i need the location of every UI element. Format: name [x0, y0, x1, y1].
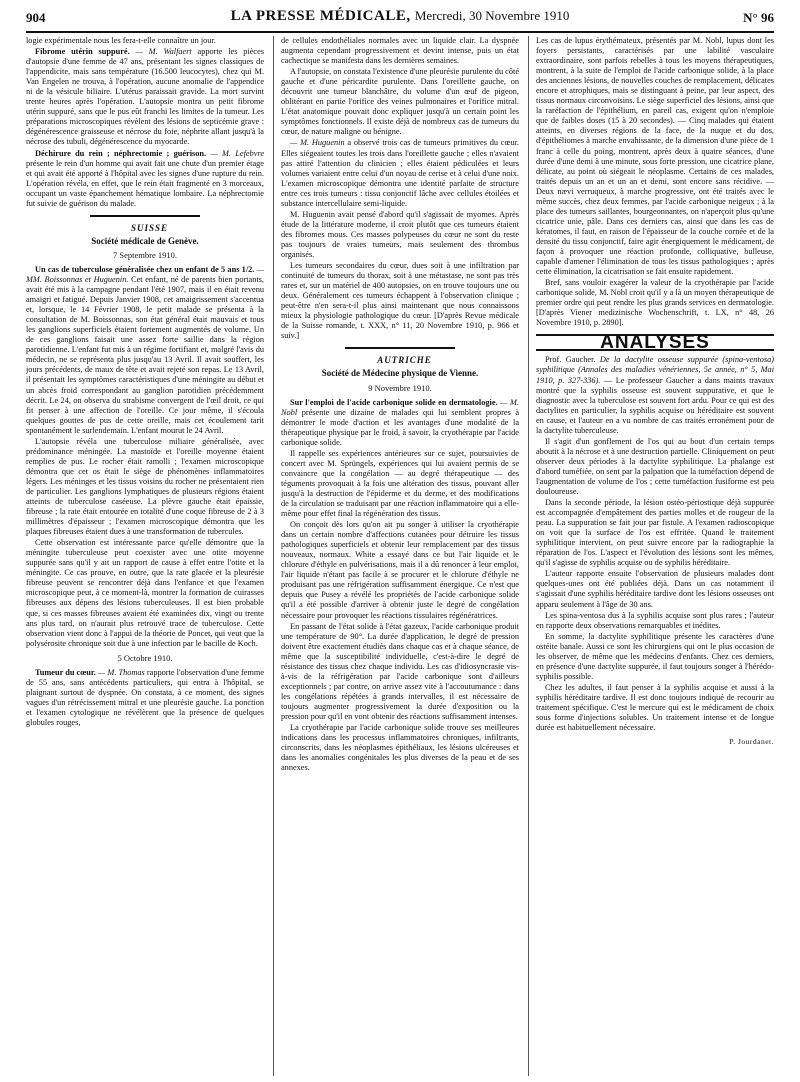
- article-text: présente une dizaine de malades qui lui semblent propres à démontrer le mode d'action et les avantages d'une modalité de la thérapeutique physique par le froid, à savoir, la cryothérapie par l'acide carbonique solide.: [281, 407, 519, 447]
- article-author: — M. Walfaert: [135, 47, 192, 57]
- article-title: Déchirure du rein ; néphrectomie ; guérison.: [35, 148, 207, 158]
- article-text: a observé trois cas de tumeurs primitives du cœur. Elles siégeaient toutes les trois dans l'oreillette gauche ; elles n'avaient pas attiré l'attention du clinicien ; elles étaient pédiculées et leurs volumes variaient entre celui d'un noyau de cerise et à celui d'une noix. L'examen microscopique démontra une identité parfaite de structure entre ces trois tumeurs : tissu conjonctif lâche avec cellules étoilées et substance intercellulaire semi-liquide.: [281, 138, 519, 208]
- analyses-heading: ANALYSES: [536, 334, 774, 351]
- article-tumeur: [26, 668, 264, 728]
- column-left: [26, 36, 264, 1076]
- paragraph: Il rappelle ses expériences antérieures sur ce sujet, poursuivies de concert avec M. Sprüngels, expériences qui lui avaient permis de se convaincre que la congélation — au degré thérapeutique — des téguments provoquait à la fois une altération des tissus, pouvant aller jusqu'à la destruction de l'épiderme et du derme, et des modifications de la circulation se traduisant par une réaction inflammatoire qui a elle-même pour effet final la régénération des tissus.: [281, 448, 519, 519]
- column-right: [536, 36, 774, 1076]
- paragraph: L'autopsie révéla une tuberculose miliaire généralisée, avec prédominance méningée. La mastoïde et l'oreille moyenne étaient remplies de pus. Le rocher était ramolli ; l'examen microscopique démontra que cet os était le siège de phénomènes inflammatoires légers. Les méninges et les tissus voisins du rocher ne présentaient rien de particulier. Les ganglions lymphatiques de plusieurs régions étaient atteints de tuberculose caséeuse. La plèvre gauche était épaissie, fibreuse ; la rate était entourée en totalité d'une coque fibreuse de 2 à 3 millimètres d'épaisseur ; l'examen microscopique démontra que les plaques fibreuses étaient dues à une transformation de tubercules.: [26, 436, 264, 537]
- journal-name: LA PRESSE MÉDICALE,: [230, 8, 411, 24]
- paragraph: Les spina-ventosa dus à la syphilis acquise sont plus rares ; l'auteur en rapporte deux observations remarquables et inédites.: [536, 610, 774, 630]
- issue-date: Mercredi, 30 Novembre 1910: [414, 8, 570, 23]
- article-author: — M. Thomas: [97, 667, 145, 677]
- article-title: Un cas de tuberculose généralisée chez un enfant de 5 ans 1/2.: [35, 264, 255, 274]
- reference: [D'après Viener medizinische Wochenschrift, t. LX, n° 48, 26 Novembre 1910, p. 2890].: [536, 308, 774, 328]
- meeting-date: 5 Octobre 1910.: [117, 652, 173, 663]
- meeting-date: 7 Septembre 1910.: [113, 249, 177, 260]
- article-title: Fibrome utérin suppuré.: [35, 47, 130, 57]
- society-heading: Société de Médecine physique de Vienne.: [321, 368, 479, 379]
- analysis-entry: [536, 355, 774, 435]
- paragraph-text: Les tumeurs secondaires du cœur, dues soit à une infiltration par continuité de tumeurs du thorax, soit à une métastase, ne sont pas très rares et, sur un matériel de 400 autopsies, on en trouve toujours une ou deux. Généralement ces tumeurs échappent à l'observation clinique ; peut-être n'en sera-t-il plus ainsi maintenant que nous connaissons mieux la physiologie pathologique du cœur.: [281, 261, 519, 321]
- paragraph: logie expérimentale nous les fera-t-elle connaître un jour.: [26, 36, 216, 45]
- paragraph: [536, 278, 774, 328]
- article-fibrome: [26, 47, 264, 147]
- page-header: [26, 8, 774, 30]
- article-tuberculose: [26, 265, 264, 436]
- analysis-reference: De la dactylite osseuse suppurée (spina-ventosa) syphilitique (Annales des maladies vénériennes, 5e année, n° 5, Mai 1910, p. 327-336).: [536, 355, 774, 385]
- article-dechirure: [26, 149, 264, 209]
- country-heading: SUISSE: [130, 222, 169, 233]
- paragraph: Chez les adultes, il faut penser à la syphilis acquise et aussi à la syphilis héréditaire tardive. Il est donc toujours indiqué de recourir au traitement spécifique. C'est le mercure qui est le médicament de choix sous forme d'injections solubles. Un traitement intense et de longue durée est habituellement nécessaire.: [536, 682, 774, 733]
- article-title: Tumeur du cœur.: [35, 667, 96, 677]
- article-author: — MM. Boissonnas et Huguenin.: [26, 264, 264, 284]
- paragraph: En passant de l'état solide à l'état gazeux, l'acide carbonique produit une température de 90°. La durée d'application, le degré de pression doivent être exactement étudiés dans chaque cas et à chaque séance, de même que la susceptibilité individuelle, c'est-à-dire le degré de résistance des tissus chez chaque individu. Les cas d'idiosyncrasie vis-à-vis de la réfrigération par l'acide carbonique sont d'ailleurs exceptionnels ; par contre, on arrive assez vite à l'accoutumance : dans les congélations répétées à grands intervalles, il est nécessaire de toujours augmenter progressivement la durée d'exposition ou la pression pour qu'il en vont obtenir des réactions suffisamment intenses.: [281, 621, 519, 721]
- paragraph: Il s'agit d'un gonflement de l'os qui au bout d'un certain temps aboutit à la nécrose et à une destruction partielle. Cliniquement on peut observer deux périodes à la dactylite syphilitique. La phalange est d'abord tuméfiée, on sent par la palpation que la tuméfaction dépend de l'augmentation de volume de l'os ; cette tuméfaction fusiforme est peu douloureuse.: [536, 436, 774, 497]
- article-text: apporte les pièces d'autopsie d'une femme de 47 ans, présentant les signes classiques de l'appendicite, mais sans température (16.500 leucocytes), chez qui M. Van Engelen ne trouva, à l'opération, aucune anomalie de l'appendice ni de la vésicule biliaire. L'utérus paraissait gravide. La mort survint trente heures après l'opération. L'autopsie montra un petit fibrome utérin suppuré, sans que le pus eût franchi les limites de la tumeur. Les préparations microscopiques révèlent des lésions de septicémie grave : dégénérescence graisseuse et nécrose du foie, néphrite allant jusqu'à la nécrose des tubuli, dégénérescence du myocarde.: [26, 47, 264, 147]
- page-number: 904: [26, 10, 46, 25]
- issue-number: N° 96: [743, 10, 774, 25]
- section-rule: [345, 347, 455, 349]
- article-title: Sur l'emploi de l'acide carbonique solide en dermatologie.: [290, 397, 498, 407]
- column-divider: [528, 36, 529, 1076]
- article-author: — M. Nobl: [281, 397, 519, 417]
- paragraph: A l'autopsie, on constata l'existence d'une pleurésie purulente du côté gauche et d'une péricardite purulente. Dans l'oreillette gauche, on découvrit une tumeur blanchâtre, du volume d'un œuf de pigeon, oblitérant en partie l'orifice des veines pulmonaires et l'orifice mitral. L'état anatomique pouvait donc expliquer jusqu'à un certain point les symptômes fonctionnels. Il existe déjà de nombreux cas de tumeurs du cœur, de nature maligne ou bénigne.: [281, 67, 519, 137]
- section-rule: [90, 215, 200, 217]
- article-cryotherapie: [281, 398, 519, 448]
- journal-title: [26, 8, 774, 25]
- society-heading: Société médicale de Genève.: [91, 235, 199, 246]
- analysis-text: — Le professeur Gaucher a dans maints travaux montré que la syphilis osseuse est souvent suppurative, et que le diagnostic avec la tuberculose est souvent fort ardu. Pour ce qui est des dactylites en particulier, la syphilis acquise ou héréditaire est souvent en cause, et l'auteur en a vu nombre de cas traités erronément pour de la dactylite tuberculeuse.: [536, 375, 774, 435]
- paragraph: [281, 261, 519, 341]
- article-author: — M. Lefebvre: [210, 148, 264, 158]
- meeting-date: 9 Novembre 1910.: [368, 382, 432, 393]
- column-middle: [281, 36, 519, 1076]
- article-text: rapporte l'observation d'une femme de 55 ans, sans antécédents particuliers, qui entra à l'hôpital, se plaignant surtout de dyspnée. On constata, à ce moment, des signes vagues d'un rétrécissement mitral et une pleurésie gauche. La ponction et l'examen cytologique ne révélèrent que la présence de quelques globules rouges,: [26, 667, 264, 727]
- country-heading: AUTRICHE: [377, 355, 432, 366]
- paragraph: de cellules endothéliales normales avec un liquide clair. La dyspnée augmenta cependant progressivement et devint intense, puis un état cachectique se manifesta dans les dernières semaines.: [281, 36, 519, 66]
- article-text: Cet enfant, né de parents bien portants, avait été mis à la campagne pendant l'été 1907, mais il en était revenu amaigri et fatigué. Depuis Janvier 1908, cet amaigrissement s'accentua et, lorsque, le 14 Février 1908, le petit malade se présenta à la consultation de M. Boissonnas, son état général était mauvais et tous les ganglions superficiels étaient fortement augmentés de volume. Un de ces ganglions faisait une assez forte saillie dans la région parotidienne. L'enfant fut mis à un régime fortifiant et, malgré l'avis du médecin, ne se représenta plus jusqu'au 13 Avril. Il avait souffert, les jours précédents, de maux de tête et avait rejeté son repas. Le 13 Avril, il présentait les symptômes caractéristiques d'une méningite au début et un abcès froid correspondant au ganglion parotidien précédemment décrit. Le 24, on observa du strabisme convergent de l'œil droit, ce qui fit penser à une affection de l'oreille. Ce jour même, il s'écoula quelques gouttes de pus de cette oreille, mais cet écoulement tarit spontanément le surlendemain. L'enfant mourut le 24 Avril.: [26, 274, 264, 435]
- paragraph: Dans la seconde période, la lésion ostéo-périostique déjà suppurée est accompagnée d'empâtement des parties molles et de rougeur de la peau. La suppuration se fait jour par fistule. A l'examen radioscopique on voit que la surface de l'os est effritée. Quand le traitement syphilitique intervient, on peut suivre encore par la radiographie la réparation de l'os. L'aspect et l'évolution des lésions sont les mêmes, qu'il s'agisse de syphilis acquise ou de syphilis héréditaire.: [536, 498, 774, 568]
- header-rule: [26, 31, 774, 33]
- paragraph: Les cas de lupus érythémateux, présentés par M. Nobl, lupus dont les foyers persistants, caractérisés par une labilité vasculaire extraordinaire, sont parfois rebelles à tous les moyens thérapeutiques, montrent, à la suite de l'emploi de l'acide carbonique solide, à la place des anciennes lésions, de nouvelles couches de remplacement, délicates encore et atrophiques, mais se distinguant à peine, par leur aspect, des tissus normaux circonvoisins. Le siège superficiel des lésions, ainsi que la raréfaction de l'épithélium, en pareil cas, exigent qu'on n'emploie que de faibles doses (15 à 20 secondes). — Cinq malades qui étaient atteints, en diverses régions de la face, de la nuque et du dos, d'épithéliomes à marche envahissante, de la dimension d'une pièce de 1 franc à celle du poing, montrent, après deux à quatre séances, d'une durée d'une demi à une minute, sous forte pression, une cicatrice plane, délicate, au point où siégeait le néoplasme. Certains de ces malades, traités depuis un an et un an et demi, sont encore sans récidive. — Deux nævi verruqueux, à marche progressive, ont été traités avec le même succès, chez deux femmes, par l'acide carbonique neigeux ; à la place des tumeurs saillantes, bourgeonnantes, on n'aperçoit plus qu'une cicatrice unie, pâle. Dans ces derniers cas, ainsi que dans les cas de kératomes, il faut, en raison de l'épaisseur de la couche cornée et de la densité du tissu conjonctif, faire agir énergiquement le médicament, de façon à provoquer une réaction profonde, colliquative, bulleuse, capable d'amener l'élimination de tous les tissus pathologiques ; après cette élimination, la cicatrisation se fait ensuite rapidement.: [536, 36, 774, 277]
- reference: [D'après Revue médicale de la Suisse romande, t. XXX, n° 11, 20 Novembre 1910, p. 966 et suiv.]: [281, 311, 519, 341]
- paragraph: M. Huguenin avait pensé d'abord qu'il s'agissait de myomes. Après étude de la littérature moderne, il croit plutôt que ces tumeurs étaient des fibromes mous. Ces masses polypeuses du cœur ne sont du reste pas toujours de vraies tumeurs, mais seulement des thrombus organisés.: [281, 209, 519, 259]
- column-divider: [273, 36, 274, 1076]
- paragraph: En somme, la dactylite syphilitique présente les caractères d'une ostéite banale. Aussi ce sont les chirurgiens qui ont le plus occasion de les observer, de même que les médecins d'enfants. Chez ces derniers, en présence d'une dactylite suppurée, il faut toujours songer à l'hérédo-syphilis possible.: [536, 631, 774, 681]
- analysis-author: Prof. Gaucher.: [545, 355, 596, 365]
- article-huguenin: [281, 138, 519, 208]
- paragraph: La cryothérapie par l'acide carbonique solide trouve ses meilleures indications dans les processus inflammatoires chroniques, infiltrants, circonscrits, dans les néoplasmes épithéliaux, les lésions ulcéreuses et dans les anomalies congénitales les plus diverses de la peau et de ses annexes.: [281, 723, 519, 773]
- paragraph: L'auteur rapporte ensuite l'observation de plusieurs malades dont quelques-unes ont été publiées déjà. Dans un cas notamment il s'agissait d'une syphilis héréditaire tardive dont les lésions osseuses ont apparu seulement à l'âge de 30 ans.: [536, 569, 774, 609]
- paragraph: Cette observation est intéressante parce qu'elle démontre que la méningite tuberculeuse peut coexister avec une otite moyenne suppurée sans qu'il y ait un rapport de cause à effet entre l'otite et la méningite. Ce cas prouve, en outre, que la rate glacée et la pleurésie fibreuse peuvent se rencontrer déjà dans l'enfance et que l'examen microscopique peut, à ce moment-là, montrer la formation de cuirasses fibreuses aux dépens des lésions tuberculeuses. Il est bien probable que, si ces masses fibreuses avaient été examinées dix, vingt ou trente ans plus tard, on n'aurait plus retrouvé trace de tuberculose. Cette observation vient donc à l'appui de la théorie de Poncet, qui veut que la polysérosite chronique soit due à une infection par le bacille de Koch.: [26, 538, 264, 648]
- signature: P. Jourdanet.: [729, 737, 774, 747]
- article-author: — M. Huguenin: [290, 138, 345, 148]
- article-text: présente le rein d'un homme qui avait fait une chute d'un premier étage et qui avait été apporté à l'hôpital avec les signes d'une rupture du rein. L'opération révéla, en effet, que le rein était fragmenté en 3 morceaux, occupant un vaste épanchement hématique lombaire. La néphrectomie fut suivie de guérison du malade.: [26, 158, 264, 208]
- paragraph-text: Bref, sans vouloir exagérer la valeur de la cryothérapie par l'acide carbonique solide, M. Nobl croit qu'il y a là un moyen thérapeutique de premier ordre qui peut rendre les plus grands services en dermatologie.: [536, 278, 774, 308]
- paragraph: On conçoit dès lors qu'on ait pu songer à utiliser la cryothérapie dans un certain nombre d'affections cutanées pour détruire les tissus pathologiques superficiels et obtenir leur remplacement par des tissus nouveaux, normaux. White a essayé dans ce but l'air liquide et le chlorure d'éthyle en pulvérisations, mais il a dû renoncer à leur emploi, l'air liquide n'étant pas facile à se procurer et le chlorure d'éthyle ne produisant pas une réfrigération suffisamment énergique. Ce n'est que depuis que Pusey a révélé les propriétés de l'acide carbonique solide qu'il a été possible d'arriver à obtenir juste le degré de congélation nécessaire pour provoquer les réactions tissulaires régénératrices.: [281, 520, 519, 620]
